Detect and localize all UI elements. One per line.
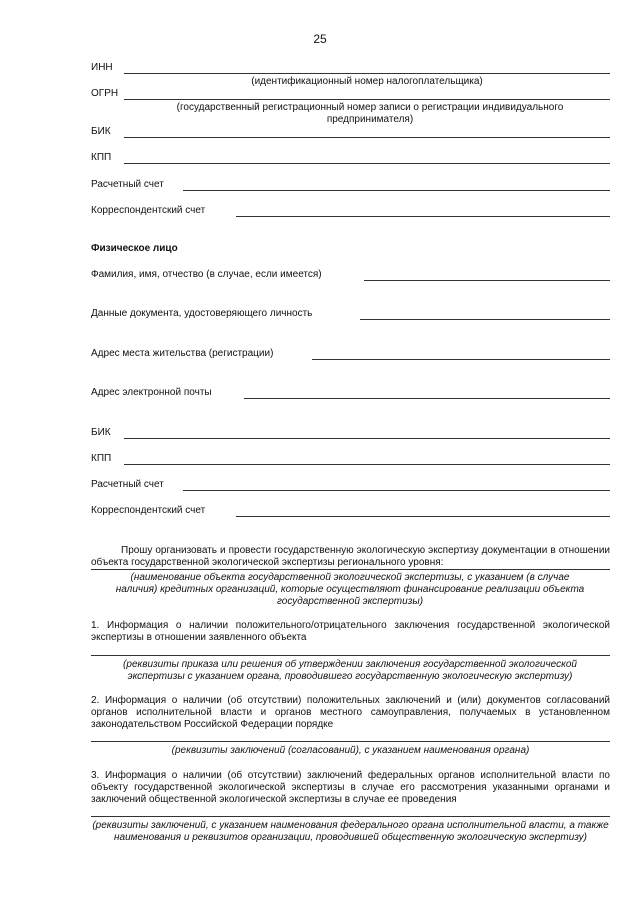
person-account-label: Расчетный счет (91, 479, 164, 490)
org-kpp-label: КПП (91, 152, 112, 163)
item1-field[interactable] (91, 655, 610, 656)
item2-text: 2. Информация о наличии (об отсутствии) положительных заключений и (или) документов согласований органов исполнительной власти и органов местного самоуправления, получаемых в установленном законодательством Российской Федерации порядке (91, 695, 610, 730)
page-number: 25 (313, 32, 327, 46)
person-heading: Физическое лицо (91, 243, 178, 254)
email-field[interactable] (244, 398, 610, 399)
object-name-field[interactable] (91, 569, 610, 570)
object-name-caption: (наименование объекта государственной экологической экспертизы, с указанием (в случае наличия) кредитных организаций, которые осуществляют финансирование реализации объекта государственной экспертизы) (115, 572, 585, 607)
org-bik-field[interactable] (124, 137, 610, 138)
item3-caption: (реквизиты заключений, с указанием наименования федерального органа исполнительной власти, а также наименования и реквизитов организации, проводившей общественную экологическую экспертизу) (92, 820, 609, 843)
inn-caption: (идентификационный номер налогоплательщика) (251, 76, 483, 87)
request-text: Прошу организовать и провести государственную экологическую экспертизу документации в отношении объекта государственной экологической экспертизы регионального уровня: (91, 545, 610, 568)
item1-caption: (реквизиты приказа или решения об утверждении заключения государственной экологической экспертизы с указанием органа, проводившего государственную экологическую экспертизу) (123, 659, 577, 682)
ogrn-field[interactable] (124, 99, 610, 100)
address-label: Адрес места жительства (регистрации) (91, 348, 274, 359)
org-corr-label: Корреспондентский счет (91, 205, 206, 216)
item3-text: 3. Информация о наличии (об отсутствии) заключений федеральных органов исполнительной власти по объекту государственной экологической экспертизы в случае его рассмотрения указанными органами и заключений общественной экологической экспертизы в случае ее проведения (91, 770, 610, 805)
person-kpp-label: КПП (91, 453, 112, 464)
person-corr-field[interactable] (236, 516, 610, 517)
item2-caption: (реквизиты заключений (согласований), с указанием наименования органа) (171, 745, 530, 756)
inn-field[interactable] (124, 73, 610, 74)
email-label: Адрес электронной почты (91, 387, 212, 398)
inn-label: ИНН (91, 62, 113, 73)
fio-label: Фамилия, имя, отчество (в случае, если имеется) (91, 269, 322, 280)
id-document-label: Данные документа, удостоверяющего личность (91, 308, 313, 319)
ogrn-label: ОГРН (91, 88, 119, 99)
org-corr-field[interactable] (236, 216, 610, 217)
person-account-field[interactable] (183, 490, 610, 491)
org-kpp-field[interactable] (124, 163, 610, 164)
item3-field[interactable] (91, 816, 610, 817)
item2-field[interactable] (91, 741, 610, 742)
person-corr-label: Корреспондентский счет (91, 505, 206, 516)
id-document-field[interactable] (360, 319, 610, 320)
fio-field[interactable] (364, 280, 610, 281)
org-account-field[interactable] (183, 190, 610, 191)
address-field[interactable] (312, 359, 610, 360)
person-bik-field[interactable] (124, 438, 610, 439)
person-kpp-field[interactable] (124, 464, 610, 465)
ogrn-caption: (государственный регистрационный номер записи о регистрации индивидуального предпринимателя) (176, 102, 564, 125)
item1-text: 1. Информация о наличии положительного/отрицательного заключения государственной экологической экспертизы в отношении заявленного объекта (91, 620, 610, 643)
org-account-label: Расчетный счет (91, 179, 164, 190)
person-bik-label: БИК (91, 427, 111, 438)
org-bik-label: БИК (91, 126, 111, 137)
